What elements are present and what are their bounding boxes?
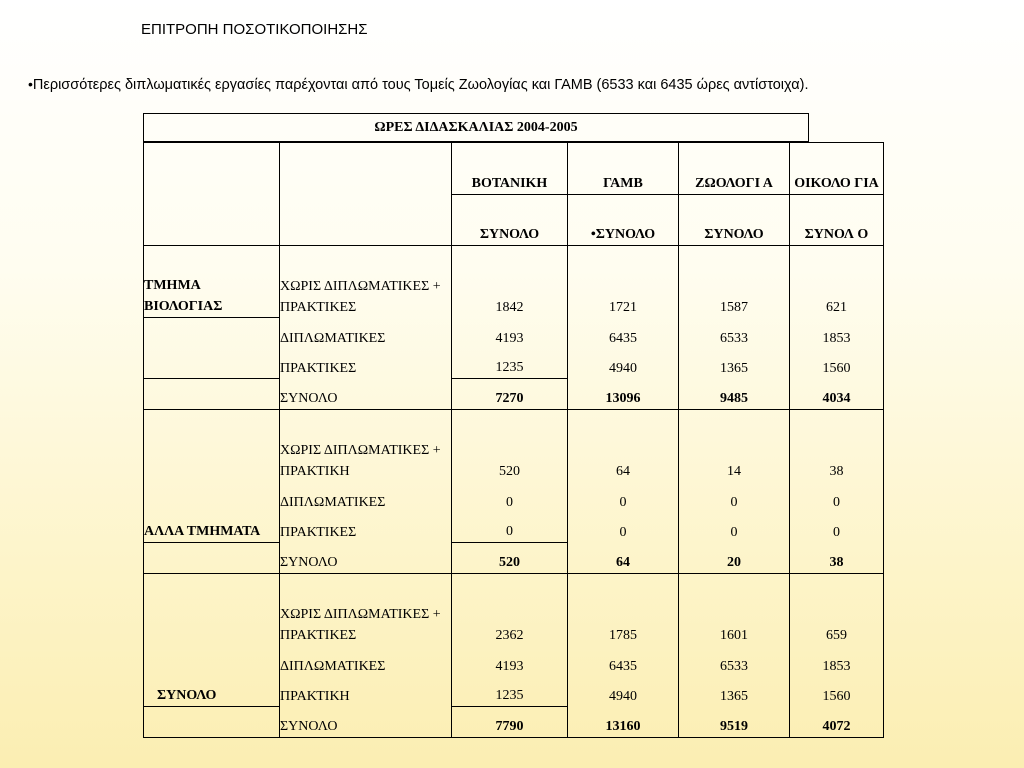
subheader-total: ΣΥΝΟΛΟ — [679, 195, 790, 246]
table-cell: 0 — [568, 482, 679, 513]
table-cell: 1601 — [679, 574, 790, 646]
table-cell-total: 64 — [568, 543, 679, 574]
column-header-botany: ΒΟΤΑΝΙΚΗ — [452, 143, 568, 195]
table-cell: 4193 — [452, 318, 568, 349]
group-label: ΣΥΝΟΛΟ — [144, 574, 280, 707]
corner-cell — [280, 195, 452, 246]
column-header-row — [144, 143, 884, 195]
table-cell: 1853 — [790, 646, 884, 677]
row-label: ΧΩΡΙΣ ΔΙΠΛΩΜΑΤΙΚΕΣ + ΠΡΑΚΤΙΚΗ — [280, 410, 452, 482]
table-row — [144, 410, 884, 482]
empty-cell — [144, 543, 280, 574]
row-label: ΣΥΝΟΛΟ — [280, 379, 452, 410]
row-label: ΠΡΑΚΤΙΚΕΣ — [280, 349, 452, 379]
table-cell: 0 — [568, 513, 679, 543]
subheader-row — [144, 195, 884, 246]
group-label: ΑΛΛΑ ΤΜΗΜΑΤΑ — [144, 410, 280, 543]
table-cell-total: 9485 — [679, 379, 790, 410]
group-label: ΤΜΗΜΑ ΒΙΟΛΟΓΙΑΣ — [144, 246, 280, 318]
table-cell-total: 4072 — [790, 707, 884, 738]
row-label: ΠΡΑΚΤΙΚΗ — [280, 677, 452, 707]
table-cell: 4940 — [568, 677, 679, 707]
row-label: ΧΩΡΙΣ ΔΙΠΛΩΜΑΤΙΚΕΣ + ΠΡΑΚΤΙΚΕΣ — [280, 574, 452, 646]
column-header-gamb: ΓΑΜΒ — [568, 143, 679, 195]
table-cell: 1235 — [452, 349, 568, 379]
table-cell: 0 — [790, 513, 884, 543]
table-cell-total: 520 — [452, 543, 568, 574]
empty-cell — [144, 318, 280, 379]
slide-title: ΕΠΙΤΡΟΠΗ ΠΟΣΟΤΙΚΟΠΟΙΗΣΗΣ — [141, 21, 368, 38]
teaching-hours-table — [143, 142, 884, 738]
table-cell: 0 — [452, 482, 568, 513]
table-cell-total: 7270 — [452, 379, 568, 410]
table-cell: 0 — [452, 513, 568, 543]
subheader-total: ΣΥΝΟΛΟ — [452, 195, 568, 246]
table-cell: 14 — [679, 410, 790, 482]
row-label: ΣΥΝΟΛΟ — [280, 707, 452, 738]
table-row — [144, 379, 884, 410]
corner-cell — [144, 195, 280, 246]
table-cell: 1853 — [790, 318, 884, 349]
summary-text: Περισσότερες διπλωματικές εργασίες παρέχονται από τους Τομείς Ζωολογίας και ΓΑΜΒ (6533 και 6435 ώρες αντίστοιχα). — [32, 77, 809, 93]
table-caption: ΩΡΕΣ ΔΙΔΑΣΚΑΛΙΑΣ 2004-2005 — [143, 113, 809, 142]
table-cell: 1560 — [790, 677, 884, 707]
table-cell: 4193 — [452, 646, 568, 677]
table-row — [144, 574, 884, 646]
table-cell-total: 20 — [679, 543, 790, 574]
table-cell: 621 — [790, 246, 884, 318]
table-cell: 2362 — [452, 574, 568, 646]
empty-cell — [144, 707, 280, 738]
table-cell: 0 — [790, 482, 884, 513]
corner-cell — [144, 143, 280, 195]
corner-cell — [280, 143, 452, 195]
table-cell: 1842 — [452, 246, 568, 318]
row-label: ΠΡΑΚΤΙΚΕΣ — [280, 513, 452, 543]
table-cell-total: 7790 — [452, 707, 568, 738]
table-cell: 0 — [679, 513, 790, 543]
table-cell-total: 9519 — [679, 707, 790, 738]
table-cell: 659 — [790, 574, 884, 646]
row-label: ΔΙΠΛΩΜΑΤΙΚΕΣ — [280, 482, 452, 513]
column-header-ecology: ΟΙΚΟΛΟ ΓΙΑ — [790, 143, 884, 195]
table-cell: 6533 — [679, 646, 790, 677]
table-row — [144, 707, 884, 738]
table-cell: 1721 — [568, 246, 679, 318]
row-label: ΣΥΝΟΛΟ — [280, 543, 452, 574]
table-row — [144, 246, 884, 318]
table-cell: 64 — [568, 410, 679, 482]
subheader-total: •ΣΥΝΟΛΟ — [568, 195, 679, 246]
table-cell: 38 — [790, 410, 884, 482]
table-cell: 520 — [452, 410, 568, 482]
table-cell: 1235 — [452, 677, 568, 707]
subheader-total: ΣΥΝΟΛ Ο — [790, 195, 884, 246]
table-cell-total: 38 — [790, 543, 884, 574]
table-cell: 1587 — [679, 246, 790, 318]
row-label: ΔΙΠΛΩΜΑΤΙΚΕΣ — [280, 646, 452, 677]
summary-bullet — [28, 76, 808, 93]
empty-cell — [144, 379, 280, 410]
table-cell: 6435 — [568, 646, 679, 677]
bullet-icon: • — [28, 76, 33, 92]
table-cell-total: 13096 — [568, 379, 679, 410]
table-cell: 1365 — [679, 349, 790, 379]
table-cell: 1785 — [568, 574, 679, 646]
table-cell: 1365 — [679, 677, 790, 707]
row-label: ΔΙΠΛΩΜΑΤΙΚΕΣ — [280, 318, 452, 349]
table-row — [144, 543, 884, 574]
table-cell: 4940 — [568, 349, 679, 379]
table-cell: 6533 — [679, 318, 790, 349]
row-label: ΧΩΡΙΣ ΔΙΠΛΩΜΑΤΙΚΕΣ + ΠΡΑΚΤΙΚΕΣ — [280, 246, 452, 318]
column-header-zoology: ΖΩΟΛΟΓΙ Α — [679, 143, 790, 195]
table-cell-total: 4034 — [790, 379, 884, 410]
table-cell: 6435 — [568, 318, 679, 349]
table-cell-total: 13160 — [568, 707, 679, 738]
table-cell: 0 — [679, 482, 790, 513]
table-cell: 1560 — [790, 349, 884, 379]
table-row — [144, 318, 884, 349]
